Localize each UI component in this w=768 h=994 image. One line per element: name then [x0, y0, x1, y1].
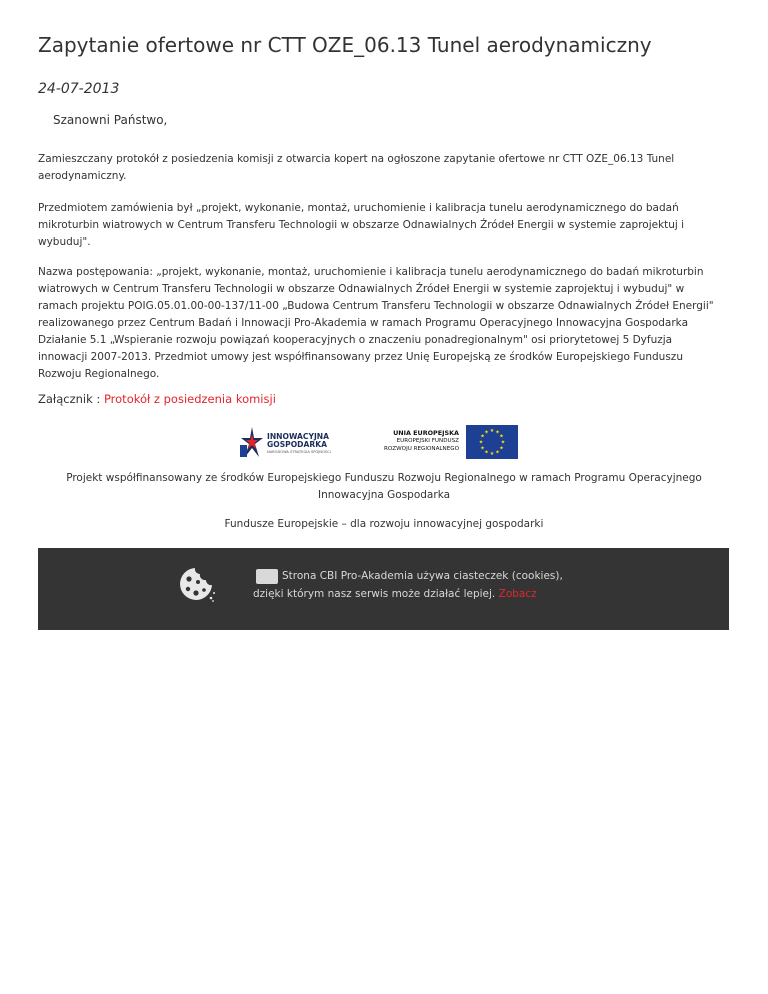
- attachment-label: Załącznik :: [38, 392, 101, 406]
- cookie-bar: [38, 548, 729, 630]
- cookie-message-line2: [253, 588, 537, 600]
- eu-line3: ROZWOJU REGIONALNEGO: [384, 446, 459, 452]
- paragraph-3: Nazwa postępowania: „projekt, wykonanie, montaż, uruchomienie i kalibracja tunelu aerodynamicznego do badań mikroturbin wiatrowych w Centrum Transferu Technologii w obszarze Odnawialnych Źródeł Energii w systemie zaprojektuj i wybuduj" w ramach projektu POIG.05.01.00-00-137/11-00 „Budowa Centrum Transferu Technologii w obszarze Odnawialnych Źródeł Energii" realizowanego przez Centrum Badań i Innowacji Pro-Akademia w ramach Programu Operacyjnego Innowacyjna Gospodarka Działanie 5.1 „Wspieranie rozwoju powiązań kooperacyjnych o znaczeniu ponadregionalnym" osi priorytetowej 5 Dyfuzja innowacji 2007-2013. Przedmiot umowy jest współfinansowany przez Unię Europejską ze środków Europejskiego Funduszu Rozwoju Regionalnego.: [38, 266, 714, 380]
- paragraph-1: Zamieszczany protokół z posiedzenia komisji z otwarcia kopert na ogłoszone zapytanie ofertowe nr CTT OZE_06.13 Tunel aerodynamiczny.: [38, 153, 675, 182]
- svg-text:★: ★: [484, 449, 489, 456]
- cofinancing-note: Projekt współfinansowany ze środków Europejskiego Funduszu Rozwoju Regionalnego w ramach Programu Operacyjnego Innowacyjna Gospodarka: [66, 472, 702, 501]
- page-title: Zapytanie ofertowe nr CTT OZE_06.13 Tunel aerodynamiczny: [38, 33, 652, 57]
- attachment-link[interactable]: Protokół z posiedzenia komisji: [103, 392, 276, 406]
- attachment-line: [38, 392, 276, 406]
- logos-row: [0, 423, 768, 461]
- eu-flag-icon: [466, 425, 518, 459]
- ig-line3: NARODOWA STRATEGIA SPÓJNOŚCI: [267, 450, 331, 454]
- svg-text:★: ★: [495, 429, 500, 436]
- eu-line1: UNIA EUROPEJSKA: [393, 429, 459, 437]
- svg-text:★: ★: [484, 429, 489, 436]
- cookie-icon: [177, 565, 217, 605]
- svg-text:★: ★: [499, 445, 504, 452]
- innowacyjna-gospodarka-logo: [240, 425, 340, 459]
- svg-text:★: ★: [500, 439, 506, 446]
- eu-text: [384, 429, 459, 453]
- svg-text:★: ★: [489, 451, 495, 457]
- svg-text:★: ★: [480, 445, 485, 452]
- svg-text:★: ★: [480, 433, 485, 440]
- ig-star-icon: [240, 425, 264, 459]
- publish-date: 24-07-2013: [38, 81, 120, 97]
- cookie-message-line1: Strona CBI Pro-Akademia używa ciasteczek (cookies),: [282, 570, 563, 582]
- paragraph-2: Przedmiotem zamówienia był „projekt, wykonanie, montaż, uruchomienie i kalibracja tunelu aerodynamicznego do badań mikroturbin wiatrowych w Centrum Transferu Technologii w obszarze Odnawialnych Źródeł Energii w systemie zaprojektuj i wybuduj".: [38, 202, 685, 248]
- cookie-accept-checkbox[interactable]: [256, 569, 278, 584]
- svg-text:★: ★: [489, 428, 495, 434]
- greeting: Szanowni Państwo,: [53, 113, 168, 127]
- eu-logo: [370, 425, 518, 459]
- cookie-message-text: dzięki którym nasz serwis może działać lepiej.: [253, 588, 496, 600]
- svg-text:★: ★: [495, 449, 500, 456]
- slogan: Fundusze Europejskie – dla rozwoju innowacyjnej gospodarki: [224, 518, 544, 530]
- svg-text:★: ★: [499, 433, 504, 440]
- eu-line2: EUROPEJSKI FUNDUSZ: [396, 438, 459, 444]
- svg-text:★: ★: [478, 439, 484, 446]
- cookie-more-link[interactable]: Zobacz: [498, 588, 537, 600]
- ig-line2: GOSPODARKA: [267, 440, 327, 449]
- ig-line1: INNOWACYJNA: [267, 432, 330, 441]
